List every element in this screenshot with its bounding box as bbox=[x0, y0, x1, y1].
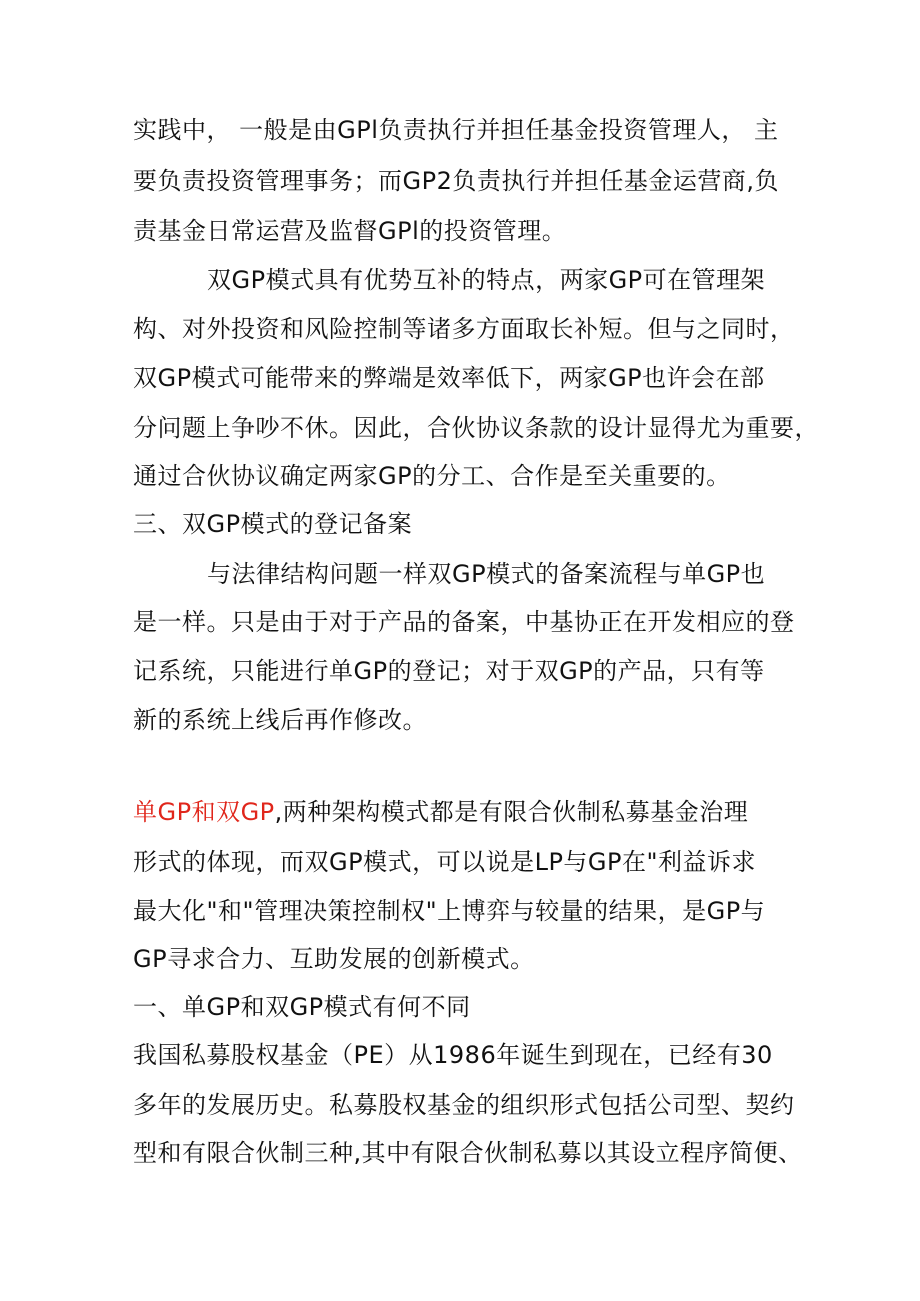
paragraph-line: 多年的发展历史。私募股权基金的组织形式包括公司型、契约 bbox=[133, 1091, 795, 1119]
paragraph-line: 形式的体现，而双GP模式，可以说是LP与GP在"利益诉求 bbox=[133, 848, 757, 876]
paragraph-line: 构、对外投资和风险控制等诸多方面取长补短。但与之同时， bbox=[133, 315, 795, 343]
paragraph-line: 要负责投资管理事务；而GP2负责执行并担任基金运营商,负 bbox=[133, 167, 779, 195]
paragraph-line: 分问题上争吵不休。因此，合伙协议条款的设计显得尤为重要， bbox=[133, 414, 819, 442]
section-heading: 一、单GP和双GP模式有何不同 bbox=[133, 993, 471, 1021]
paragraph-line: 是一样。只是由于对于产品的备案，中基协正在开发相应的登 bbox=[133, 608, 795, 636]
highlight-rest-text: ,两种架构模式都是有限合伙制私募基金治理 bbox=[274, 798, 749, 826]
paragraph-line: 我国私募股权基金（PE）从1986年诞生到现在，已经有30 bbox=[133, 1041, 773, 1069]
paragraph-line: 记系统，只能进行单GP的登记；对于双GP的产品，只有等 bbox=[133, 657, 765, 685]
paragraph-line: 实践中， 一般是由GPl负责执行并担任基金投资管理人， 主 bbox=[133, 116, 779, 144]
paragraph-line: 型和有限合伙制三种,其中有限合伙制私募以其设立程序简便、 bbox=[133, 1139, 803, 1167]
highlight-line bbox=[133, 797, 748, 827]
section-heading: 三、双GP模式的登记备案 bbox=[133, 510, 413, 538]
paragraph-line: 最大化"和"管理决策控制权"上博弈与较量的结果，是GP与 bbox=[133, 897, 766, 925]
paragraph-line: GP寻求合力、互助发展的创新模式。 bbox=[133, 945, 535, 973]
paragraph-line: 责基金日常运营及监督GPl的投资管理。 bbox=[133, 217, 567, 245]
highlight-red-text: 单GP和双GP bbox=[133, 798, 275, 826]
paragraph-line: 新的系统上线后再作修改。 bbox=[133, 706, 427, 734]
paragraph-line: 通过合伙协议确定两家GP的分工、合作是至关重要的。 bbox=[133, 462, 731, 490]
paragraph-line: 双GP模式可能带来的弊端是效率低下，两家GP也许会在部 bbox=[133, 364, 765, 392]
paragraph-line: 与法律结构问题一样双GP模式的备案流程与单GP也 bbox=[207, 560, 766, 588]
paragraph-line: 双GP模式具有优势互补的特点，两家GP可在管理架 bbox=[207, 266, 766, 294]
